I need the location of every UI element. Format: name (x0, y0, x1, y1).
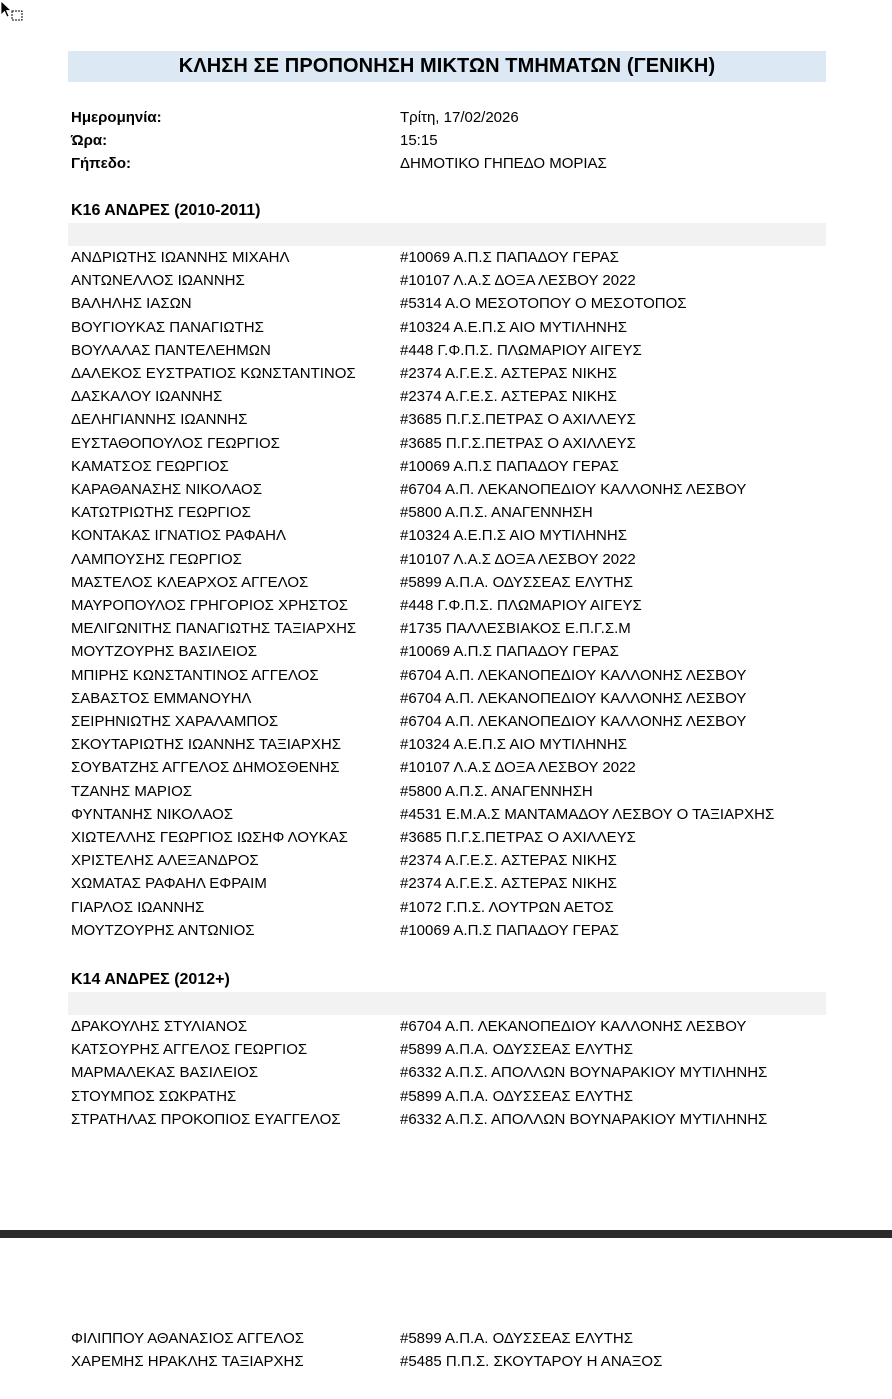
player-name: ΜΑΣΤΕΛΟΣ ΚΛΕΑΡΧΟΣ ΑΓΓΕΛΟΣ (71, 573, 309, 591)
player-club: #10069 Α.Π.Σ ΠΑΠΑΔΟΥ ΓΕΡΑΣ (400, 921, 619, 939)
player-club: #6704 Α.Π. ΛΕΚΑΝΟΠΕΔΙΟΥ ΚΑΛΛΟΝΗΣ ΛΕΣΒΟΥ (400, 689, 747, 707)
player-name: ΚΑΜΑΤΣΟΣ ΓΕΩΡΓΙΟΣ (71, 457, 229, 475)
player-name: ΜΕΛΙΓΩΝΙΤΗΣ ΠΑΝΑΓΙΩΤΗΣ ΤΑΞΙΑΡΧΗΣ (71, 620, 357, 638)
table-row (71, 339, 831, 362)
player-club: #6332 Α.Π.Σ. ΑΠΟΛΛΩΝ ΒΟΥΝΑΡΑΚΙΟΥ ΜΥΤΙΛΗΝΗΣ (400, 1064, 768, 1082)
player-club: #5899 Α.Π.Α. ΟΔΥΣΣΕΑΣ ΕΛΥΤΗΣ (400, 1087, 634, 1105)
table-row (71, 803, 831, 826)
player-club: #6704 Α.Π. ΛΕΚΑΝΟΠΕΔΙΟΥ ΚΑΛΛΟΝΗΣ ΛΕΣΒΟΥ (400, 1018, 747, 1035)
player-club: #10069 Α.Π.Σ ΠΑΠΑΔΟΥ ΓΕΡΑΣ (400, 249, 619, 266)
player-club: #4531 Ε.Μ.Α.Σ ΜΑΝΤΑΜΑΔΟΥ ΛΕΣΒΟΥ Ο ΤΑΞΙΑΡΧΗΣ (400, 805, 775, 823)
info-label: Ημερομηνία: (71, 109, 162, 126)
player-name: ΛΑΜΠΟΥΣΗΣ ΓΕΩΡΓΙΟΣ (71, 550, 242, 568)
player-club: #10324 Α.Ε.Π.Σ ΑΙΟ ΜΥΤΙΛΗΝΗΣ (400, 527, 627, 545)
player-name: ΣΤΟΥΜΠΟΣ ΣΩΚΡΑΤΗΣ (71, 1087, 237, 1105)
table-row (71, 548, 831, 571)
table-row (71, 385, 831, 408)
player-name: ΔΕΛΗΓΙΑΝΝΗΣ ΙΩΑΝΝΗΣ (71, 411, 248, 429)
player-club: #6332 Α.Π.Σ. ΑΠΟΛΛΩΝ ΒΟΥΝΑΡΑΚΙΟΥ ΜΥΤΙΛΗΝΗΣ (400, 1110, 768, 1128)
player-name: ΔΑΣΚΑΛΟΥ ΙΩΑΝΝΗΣ (71, 388, 223, 406)
player-name: ΕΥΣΤΑΘΟΠΟΥΛΟΣ ΓΕΩΡΓΙΟΣ (71, 434, 280, 452)
player-name: ΧΡΙΣΤΕΛΗΣ ΑΛΕΞΑΝΔΡΟΣ (71, 852, 259, 870)
player-club: #6704 Α.Π. ΛΕΚΑΝΟΠΕΔΙΟΥ ΚΑΛΛΟΝΗΣ ΛΕΣΒΟΥ (400, 481, 747, 498)
player-club: #2374 Α.Γ.Ε.Σ. ΑΣΤΕΡΑΣ ΝΙΚΗΣ (400, 852, 617, 870)
table-row (71, 1038, 831, 1061)
table-row (71, 455, 831, 478)
table-row (71, 710, 831, 733)
player-name: ΦΙΛΙΠΠΟΥ ΑΘΑΝΑΣΙΟΣ ΑΓΓΕΛΟΣ (71, 1330, 305, 1347)
table-row (71, 1350, 831, 1373)
table-row (71, 524, 831, 547)
player-club: #5899 Α.Π.Α. ΟΔΥΣΣΕΑΣ ΕΛΥΤΗΣ (400, 1330, 634, 1347)
table-row (71, 664, 831, 687)
player-name: ΤΖΑΝΗΣ ΜΑΡΙΟΣ (71, 782, 193, 800)
player-name: ΣΟΥΒΑΤΖΗΣ ΑΓΓΕΛΟΣ ΔΗΜΟΣΘΕΝΗΣ (71, 759, 340, 777)
player-club: #2374 Α.Γ.Ε.Σ. ΑΣΤΕΡΑΣ ΝΙΚΗΣ (400, 875, 617, 893)
table-row (71, 1061, 831, 1084)
player-club: #10107 Λ.Α.Σ ΔΟΞΑ ΛΕΣΒΟΥ 2022 (400, 272, 636, 290)
info-value: Τρίτη, 17/02/2026 (400, 109, 519, 126)
info-row (71, 106, 831, 129)
player-club: #6704 Α.Π. ΛΕΚΑΝΟΠΕΔΙΟΥ ΚΑΛΛΟΝΗΣ ΛΕΣΒΟΥ (400, 713, 747, 730)
table-row (71, 246, 831, 269)
player-name: ΧΙΩΤΕΛΛΗΣ ΓΕΩΡΓΙΟΣ ΙΩΣΗΦ ΛΟΥΚΑΣ (71, 829, 348, 846)
info-row (71, 129, 831, 152)
player-name: ΜΑΡΜΑΛΕΚΑΣ ΒΑΣΙΛΕΙΟΣ (71, 1064, 259, 1082)
player-club: #10107 Λ.Α.Σ ΔΟΞΑ ΛΕΣΒΟΥ 2022 (400, 759, 636, 777)
player-name: ΚΑΡΑΘΑΝΑΣΗΣ ΝΙΚΟΛΑΟΣ (71, 481, 262, 498)
player-name: ΒΑΛΗΛΗΣ ΙΑΣΩΝ (71, 295, 192, 313)
player-club: #1735 ΠΑΛΛΕΣΒΙΑΚΟΣ Ε.Π.Γ.Σ.Μ (400, 620, 631, 638)
player-name: ΚΑΤΩΤΡΙΩΤΗΣ ΓΕΩΡΓΙΟΣ (71, 504, 251, 522)
table-row (71, 756, 831, 779)
player-name: ΦΥΝΤΑΝΗΣ ΝΙΚΟΛΑΟΣ (71, 805, 234, 823)
player-name: ΜΟΥΤΖΟΥΡΗΣ ΒΑΣΙΛΕΙΟΣ (71, 643, 258, 661)
table-row (71, 687, 831, 710)
player-name: ΓΙΑΡΛΟΣ ΙΩΑΝΝΗΣ (71, 898, 205, 916)
table-header-band (68, 223, 826, 246)
table-row (71, 1108, 831, 1131)
player-name: ΑΝΔΡΙΩΤΗΣ ΙΩΑΝΝΗΣ ΜΙΧΑΗΛ (71, 249, 290, 266)
player-name: ΣΤΡΑΤΗΛΑΣ ΠΡΟΚΟΠΙΟΣ ΕΥΑΓΓΕΛΟΣ (71, 1110, 341, 1128)
table-row (71, 408, 831, 431)
player-club: #448 Γ.Φ.Π.Σ. ΠΛΩΜΑΡΙΟΥ ΑΙΓΕΥΣ (400, 597, 642, 614)
player-club: #10324 Α.Ε.Π.Σ ΑΙΟ ΜΥΤΙΛΗΝΗΣ (400, 318, 627, 336)
table-row (71, 478, 831, 501)
table-row (71, 1015, 831, 1038)
player-name: ΣΕΙΡΗΝΙΩΤΗΣ ΧΑΡΑΛΑΜΠΟΣ (71, 713, 279, 730)
player-club: #1072 Γ.Π.Σ. ΛΟΥΤΡΩΝ ΑΕΤΟΣ (400, 898, 614, 916)
table-row (71, 362, 831, 385)
player-name: ΧΩΜΑΤΑΣ ΡΑΦΑΗΛ ΕΦΡΑΙΜ (71, 875, 267, 893)
table-row (71, 432, 831, 455)
table-row (71, 1085, 831, 1108)
table-row (71, 617, 831, 640)
player-club: #5314 Α.Ο ΜΕΣΟΤΟΠΟΥ Ο ΜΕΣΟΤΟΠΟΣ (400, 295, 687, 313)
table-row (71, 919, 831, 942)
table-row (71, 780, 831, 803)
info-label: Γήπεδο: (71, 155, 132, 173)
player-name: ΜΑΥΡΟΠΟΥΛΟΣ ΓΡΗΓΟΡΙΟΣ ΧΡΗΣΤΟΣ (71, 597, 349, 614)
player-name: ΧΑΡΕΜΗΣ ΗΡΑΚΛΗΣ ΤΑΞΙΑΡΧΗΣ (71, 1353, 304, 1371)
table-row (71, 501, 831, 524)
table-row (71, 594, 831, 617)
player-name: ΑΝΤΩΝΕΛΛΟΣ ΙΩΑΝΝΗΣ (71, 272, 245, 290)
player-club: #5800 Α.Π.Σ. ΑΝΑΓΕΝΝΗΣΗ (400, 782, 593, 800)
player-club: #6704 Α.Π. ΛΕΚΑΝΟΠΕΔΙΟΥ ΚΑΛΛΟΝΗΣ ΛΕΣΒΟΥ (400, 666, 747, 684)
player-name: ΜΟΥΤΖΟΥΡΗΣ ΑΝΤΩΝΙΟΣ (71, 921, 255, 939)
info-value: 15:15 (400, 132, 438, 150)
player-club: #10324 Α.Ε.Π.Σ ΑΙΟ ΜΥΤΙΛΗΝΗΣ (400, 736, 627, 754)
table-header-band (68, 992, 826, 1015)
player-club: #5800 Α.Π.Σ. ΑΝΑΓΕΝΝΗΣΗ (400, 504, 593, 522)
player-name: ΚΟΝΤΑΚΑΣ ΙΓΝΑΤΙΟΣ ΡΑΦΑΗΛ (71, 527, 286, 545)
section-title: Κ16 ΑΝΔΡΕΣ (2010-2011) (71, 202, 261, 219)
table-row (71, 826, 831, 849)
player-club: #448 Γ.Φ.Π.Σ. ΠΛΩΜΑΡΙΟΥ ΑΙΓΕΥΣ (400, 341, 642, 359)
info-row (71, 152, 831, 175)
player-club: #3685 Π.Γ.Σ.ΠΕΤΡΑΣ Ο ΑΧΙΛΛΕΥΣ (400, 434, 636, 452)
table-row (71, 269, 831, 292)
player-club: #3685 Π.Γ.Σ.ΠΕΤΡΑΣ Ο ΑΧΙΛΛΕΥΣ (400, 829, 636, 846)
player-club: #2374 Α.Γ.Ε.Σ. ΑΣΤΕΡΑΣ ΝΙΚΗΣ (400, 365, 617, 382)
player-club: #5899 Α.Π.Α. ΟΔΥΣΣΕΑΣ ΕΛΥΤΗΣ (400, 573, 634, 591)
page-break-divider (0, 1230, 892, 1238)
info-label: Ώρα: (71, 132, 108, 150)
player-club: #5485 Π.Π.Σ. ΣΚΟΥΤΑΡΟΥ Η ΑΝΑΞΟΣ (400, 1353, 663, 1371)
player-club: #10107 Λ.Α.Σ ΔΟΞΑ ΛΕΣΒΟΥ 2022 (400, 550, 636, 568)
player-name: ΒΟΥΓΙΟΥΚΑΣ ΠΑΝΑΓΙΩΤΗΣ (71, 318, 264, 336)
table-row (71, 640, 831, 663)
player-club: #5899 Α.Π.Α. ΟΔΥΣΣΕΑΣ ΕΛΥΤΗΣ (400, 1041, 634, 1059)
table-row (71, 733, 831, 756)
section-title: Κ14 ΑΝΔΡΕΣ (2012+) (71, 971, 230, 988)
table-row (71, 571, 831, 594)
player-club: #2374 Α.Γ.Ε.Σ. ΑΣΤΕΡΑΣ ΝΙΚΗΣ (400, 388, 617, 406)
table-row (71, 1327, 831, 1350)
player-club: #10069 Α.Π.Σ ΠΑΠΑΔΟΥ ΓΕΡΑΣ (400, 457, 619, 475)
page-title: ΚΛΗΣΗ ΣΕ ΠΡΟΠΟΝΗΣΗ ΜΙΚΤΩΝ ΤΜΗΜΑΤΩΝ (ΓΕΝΙΚΗ) (68, 51, 826, 82)
player-club: #10069 Α.Π.Σ ΠΑΠΑΔΟΥ ΓΕΡΑΣ (400, 643, 619, 661)
info-value: ΔΗΜΟΤΙΚΟ ΓΗΠΕΔΟ ΜΟΡΙΑΣ (400, 155, 607, 173)
player-name: ΜΠΙΡΗΣ ΚΩΝΣΤΑΝΤΙΝΟΣ ΑΓΓΕΛΟΣ (71, 666, 319, 684)
table-row (71, 292, 831, 315)
table-row (71, 872, 831, 895)
player-name: ΣΑΒΑΣΤΟΣ ΕΜΜΑΝΟΥΗΛ (71, 689, 252, 707)
table-row (71, 896, 831, 919)
player-name: ΚΑΤΣΟΥΡΗΣ ΑΓΓΕΛΟΣ ΓΕΩΡΓΙΟΣ (71, 1041, 308, 1059)
player-name: ΔΡΑΚΟΥΛΗΣ ΣΤΥΛΙΑΝΟΣ (71, 1018, 248, 1035)
player-name: ΒΟΥΛΑΛΑΣ ΠΑΝΤΕΛΕΗΜΩΝ (71, 341, 271, 359)
player-name: ΣΚΟΥΤΑΡΙΩΤΗΣ ΙΩΑΝΝΗΣ ΤΑΞΙΑΡΧΗΣ (71, 736, 342, 754)
table-row (71, 849, 831, 872)
player-club: #3685 Π.Γ.Σ.ΠΕΤΡΑΣ Ο ΑΧΙΛΛΕΥΣ (400, 411, 636, 429)
player-name: ΔΑΛΕΚΟΣ ΕΥΣΤΡΑΤΙΟΣ ΚΩΝΣΤΑΝΤΙΝΟΣ (71, 365, 356, 382)
mouse-pointer-icon (0, 0, 26, 26)
table-row (71, 316, 831, 339)
